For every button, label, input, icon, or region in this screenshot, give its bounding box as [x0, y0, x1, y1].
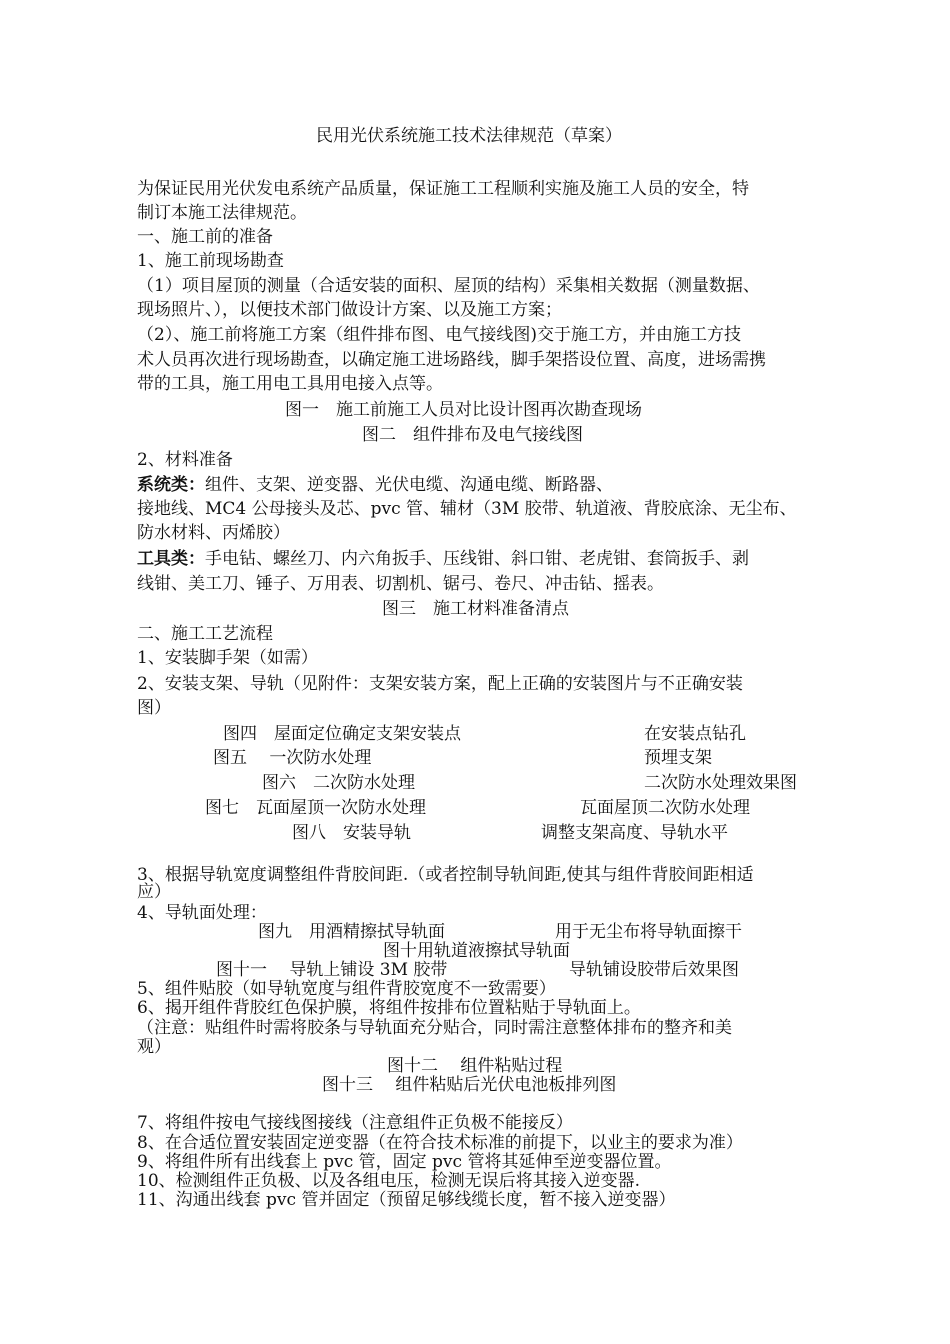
step-10: 10、检测组件正负极、以及各组电压，检测无误后将其接入逆变器. — [137, 1171, 641, 1191]
intro-line-2: 制订本施工法律规范。 — [137, 203, 307, 223]
step-5: 5、组件贴胶（如导轨宽度与组件背胶宽度不一致需要） — [137, 979, 556, 999]
figure-9-caption-b: 用于无尘布将导轨面擦干 — [555, 922, 742, 942]
figure-8-caption-b: 调整支架高度、导轨水平 — [541, 823, 728, 843]
figure-12-caption: 图十二 组件粘贴过程 — [387, 1056, 563, 1076]
figure-5-caption: 图五 一次防水处理 — [213, 748, 372, 768]
subsection-1-2: 2、材料准备 — [137, 450, 233, 470]
tool-items-line-1 — [137, 547, 749, 571]
note-line-2: 观） — [137, 1037, 171, 1057]
system-label: 系统类： — [137, 475, 205, 495]
step-1: 1、安装脚手架（如需） — [137, 648, 318, 668]
step-11: 11、沟通出线套 pvc 管并固定（预留足够线缆长度，暂不接入逆变器） — [137, 1190, 676, 1210]
step-3-line-2: 应） — [137, 882, 171, 902]
figure-10-caption: 图十用轨道液擦拭导轨面 — [383, 941, 570, 961]
figure-7-caption: 图七 瓦面屋顶一次防水处理 — [205, 798, 426, 818]
paragraph-2-line-3: 带的工具，施工用电工具用电接入点等。 — [137, 374, 443, 394]
section-1-heading: 一、施工前的准备 — [137, 227, 273, 247]
paragraph-2-line-2: 术人员再次进行现场勘查，以确定施工进场路线，脚手架搭设位置、高度，进场需携 — [137, 350, 766, 370]
paragraph-1-line-2: 现场照片、），以便技术部门做设计方案、以及施工方案； — [137, 300, 562, 320]
figure-8-caption: 图八 安装导轨 — [292, 823, 411, 843]
section-2-heading: 二、施工工艺流程 — [137, 624, 273, 644]
step-8: 8、在合适位置安装固定逆变器（在符合技术标准的前提下，以业主的要求为准） — [137, 1133, 743, 1153]
paragraph-2-line-1: （2）、施工前将施工方案（组件排布图、电气接线图)交于施工方，并由施工方技 — [137, 325, 741, 345]
tool-items-line-2: 线钳、美工刀、锤子、万用表、切割机、锯弓、卷尺、冲击钻、摇表。 — [137, 574, 664, 594]
step-4: 4、导轨面处理： — [137, 903, 267, 923]
tool-items-text: 手电钻、螺丝刀、内六角扳手、压线钳、斜口钳、老虎钳、套筒扳手、剥 — [205, 549, 749, 569]
figure-9-caption: 图九 用酒精擦拭导轨面 — [258, 922, 445, 942]
figure-1-caption: 图一 施工前施工人员对比设计图再次勘查现场 — [285, 400, 642, 420]
system-items-text: 组件、支架、逆变器、光伏电缆、沟通电缆、断路器、 — [205, 475, 613, 495]
figure-7-caption-b: 瓦面屋顶二次防水处理 — [580, 798, 750, 818]
figure-4-caption-b: 在安装点钻孔 — [644, 724, 746, 744]
step-6: 6、揭开组件背胶红色保护膜，将组件按排布位置粘贴于导轨面上。 — [137, 998, 641, 1018]
figure-13-caption: 图十三 组件粘贴后光伏电池板排列图 — [322, 1075, 617, 1095]
figure-2-caption: 图二 组件排布及电气接线图 — [362, 425, 583, 445]
intro-line-1: 为保证民用光伏发电系统产品质量，保证施工工程顺利实施及施工人员的安全，特 — [137, 179, 749, 199]
paragraph-1-line-1: （1）项目屋顶的测量（合适安装的面积、屋顶的结构）采集相关数据（测量数据、 — [137, 276, 760, 296]
figure-11-caption-b: 导轨铺设胶带后效果图 — [569, 960, 739, 980]
step-9: 9、将组件所有出线套上 pvc 管，固定 pvc 管将其延伸至逆变器位置。 — [137, 1152, 672, 1172]
tool-label: 工具类： — [137, 549, 205, 569]
step-7: 7、将组件按电气接线图接线（注意组件正负极不能接反） — [137, 1113, 573, 1133]
figure-6-caption: 图六 二次防水处理 — [262, 773, 415, 793]
subsection-1-1: 1、施工前现场勘查 — [137, 251, 284, 271]
step-2-line-2: 图） — [137, 698, 171, 718]
step-2-line-1: 2、安装支架、导轨（见附件：支架安装方案，配上正确的安装图片与不正确安装 — [137, 674, 743, 694]
figure-3-caption: 图三 施工材料准备清点 — [382, 599, 569, 619]
figure-11-caption: 图十一 导轨上铺设 3M 胶带 — [216, 960, 448, 980]
step-3-line-1: 3、根据导轨宽度调整组件背胶间距.（或者控制导轨间距,使其与组件背胶间距相适 — [137, 865, 754, 885]
system-items-line-3: 防水材料、丙烯胶） — [137, 523, 290, 543]
figure-4-caption: 图四 屋面定位确定支架安装点 — [223, 724, 461, 744]
system-items-line-1 — [137, 473, 613, 497]
figure-6-caption-b: 二次防水处理效果图 — [644, 773, 797, 793]
document-title: 民用光伏系统施工技术法律规范（草案） — [316, 126, 622, 146]
note-line-1: （注意：贴组件时需将胶条与导轨面充分贴合，同时需注意整体排布的整齐和美 — [137, 1018, 732, 1038]
system-items-line-2: 接地线、MC4 公母接头及芯、pvc 管、辅材（3M 胶带、轨道液、背胶底涂、无尘布、 — [137, 499, 797, 519]
figure-5-caption-b: 预埋支架 — [644, 748, 712, 768]
